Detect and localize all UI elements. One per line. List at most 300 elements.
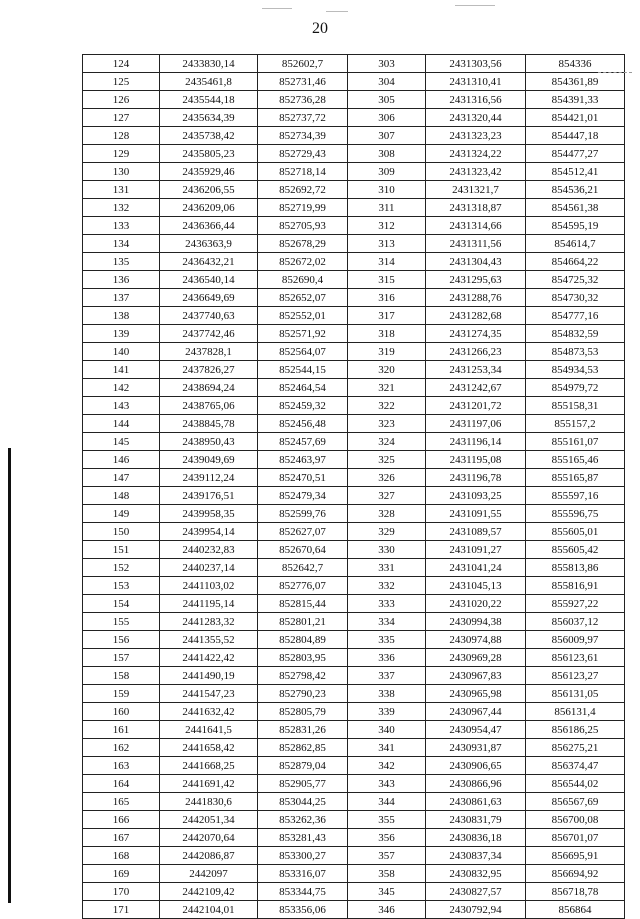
table-row — [83, 253, 625, 271]
table-cell-y-right: 855596,75 — [526, 505, 625, 523]
table-row — [83, 775, 625, 793]
table-cell-point-right: 309 — [348, 163, 426, 181]
table-row — [83, 505, 625, 523]
table-cell-x-right: 2430827,57 — [426, 883, 526, 901]
table-cell-y-right: 856123,61 — [526, 649, 625, 667]
table-cell-x-right: 2431045,13 — [426, 577, 526, 595]
table-cell-x-right: 2431316,56 — [426, 91, 526, 109]
table-cell-x-left: 2440232,83 — [160, 541, 258, 559]
table-cell-y-left: 852905,77 — [258, 775, 348, 793]
table-cell-x-right: 2431311,56 — [426, 235, 526, 253]
table-cell-y-right: 854336 — [526, 55, 625, 73]
table-cell-y-right: 854934,53 — [526, 361, 625, 379]
table-cell-point-left: 124 — [83, 55, 160, 73]
table-cell-point-left: 163 — [83, 757, 160, 775]
table-cell-y-left: 852463,97 — [258, 451, 348, 469]
table-cell-y-right: 854361,89 — [526, 73, 625, 91]
table-cell-y-left: 852678,29 — [258, 235, 348, 253]
table-cell-x-right: 2430836,18 — [426, 829, 526, 847]
table-cell-y-left: 852879,04 — [258, 757, 348, 775]
table-cell-y-right: 856718,78 — [526, 883, 625, 901]
table-cell-y-right: 855161,07 — [526, 433, 625, 451]
table-cell-x-right: 2430831,79 — [426, 811, 526, 829]
table-cell-x-left: 2442104,01 — [160, 901, 258, 919]
table-cell-x-left: 2438950,43 — [160, 433, 258, 451]
table-cell-point-left: 148 — [83, 487, 160, 505]
scan-noise — [262, 8, 292, 9]
table-cell-y-left: 853316,07 — [258, 865, 348, 883]
table-cell-point-right: 324 — [348, 433, 426, 451]
table-row — [83, 73, 625, 91]
table-cell-x-left: 2441547,23 — [160, 685, 258, 703]
table-cell-y-left: 853262,36 — [258, 811, 348, 829]
margin-mark — [598, 72, 632, 73]
table-cell-y-left: 853044,25 — [258, 793, 348, 811]
table-cell-y-left: 852736,28 — [258, 91, 348, 109]
table-row — [83, 649, 625, 667]
table-cell-y-right: 855158,31 — [526, 397, 625, 415]
table-cell-point-left: 167 — [83, 829, 160, 847]
table-row — [83, 55, 625, 73]
table-cell-point-left: 145 — [83, 433, 160, 451]
table-cell-x-right: 2430866,96 — [426, 775, 526, 793]
table-cell-y-right: 856700,08 — [526, 811, 625, 829]
table-cell-point-right: 358 — [348, 865, 426, 883]
table-cell-x-left: 2441830,6 — [160, 793, 258, 811]
table-cell-x-left: 2436366,44 — [160, 217, 258, 235]
table-cell-x-right: 2431093,25 — [426, 487, 526, 505]
table-cell-y-right: 854421,01 — [526, 109, 625, 127]
table-cell-point-left: 131 — [83, 181, 160, 199]
table-cell-point-right: 306 — [348, 109, 426, 127]
table-cell-x-right: 2431091,55 — [426, 505, 526, 523]
table-row — [83, 793, 625, 811]
table-cell-y-right: 856701,07 — [526, 829, 625, 847]
table-cell-x-left: 2441490,19 — [160, 667, 258, 685]
table-cell-point-left: 168 — [83, 847, 160, 865]
table-cell-point-right: 307 — [348, 127, 426, 145]
table-cell-point-right: 340 — [348, 721, 426, 739]
table-cell-x-left: 2438694,24 — [160, 379, 258, 397]
table-cell-y-right: 855927,22 — [526, 595, 625, 613]
table-cell-point-right: 315 — [348, 271, 426, 289]
table-cell-y-left: 852672,02 — [258, 253, 348, 271]
table-cell-point-left: 161 — [83, 721, 160, 739]
table-row — [83, 811, 625, 829]
table-row — [83, 829, 625, 847]
table-cell-x-right: 2431295,63 — [426, 271, 526, 289]
table-cell-y-right: 854730,32 — [526, 289, 625, 307]
table-cell-x-right: 2431288,76 — [426, 289, 526, 307]
table-cell-y-left: 852776,07 — [258, 577, 348, 595]
table-cell-point-left: 151 — [83, 541, 160, 559]
table-row — [83, 379, 625, 397]
table-cell-point-left: 166 — [83, 811, 160, 829]
table-cell-x-left: 2435929,46 — [160, 163, 258, 181]
table-cell-point-right: 318 — [348, 325, 426, 343]
table-cell-y-right: 855813,86 — [526, 559, 625, 577]
table-cell-point-left: 170 — [83, 883, 160, 901]
table-cell-point-right: 341 — [348, 739, 426, 757]
table-cell-x-left: 2439958,35 — [160, 505, 258, 523]
table-cell-x-right: 2430837,34 — [426, 847, 526, 865]
table-cell-point-right: 312 — [348, 217, 426, 235]
table-row — [83, 415, 625, 433]
table-cell-point-left: 139 — [83, 325, 160, 343]
table-cell-x-left: 2439176,51 — [160, 487, 258, 505]
table-cell-x-right: 2431041,24 — [426, 559, 526, 577]
table-cell-y-left: 853344,75 — [258, 883, 348, 901]
table-cell-x-left: 2439049,69 — [160, 451, 258, 469]
table-cell-x-right: 2431274,35 — [426, 325, 526, 343]
table-cell-point-left: 158 — [83, 667, 160, 685]
table-row — [83, 577, 625, 595]
table-cell-y-left: 853356,06 — [258, 901, 348, 919]
table-cell-y-right: 856544,02 — [526, 775, 625, 793]
table-cell-x-left: 2436540,14 — [160, 271, 258, 289]
scan-noise — [326, 11, 348, 12]
table-cell-x-right: 2431196,14 — [426, 433, 526, 451]
table-cell-x-left: 2440237,14 — [160, 559, 258, 577]
page-number: 20 — [312, 20, 328, 37]
table-row — [83, 217, 625, 235]
table-row — [83, 739, 625, 757]
scan-noise — [455, 5, 495, 6]
table-cell-y-right: 855605,42 — [526, 541, 625, 559]
table-cell-y-right: 856186,25 — [526, 721, 625, 739]
table-cell-x-left: 2437826,27 — [160, 361, 258, 379]
table-cell-x-left: 2436206,55 — [160, 181, 258, 199]
table-cell-x-right: 2431314,66 — [426, 217, 526, 235]
table-cell-y-left: 853300,27 — [258, 847, 348, 865]
table-cell-point-right: 357 — [348, 847, 426, 865]
table-cell-point-left: 141 — [83, 361, 160, 379]
table-cell-x-left: 2441641,5 — [160, 721, 258, 739]
table-cell-x-left: 2441355,52 — [160, 631, 258, 649]
table-row — [83, 343, 625, 361]
table-cell-point-right: 344 — [348, 793, 426, 811]
table-cell-y-left: 852831,26 — [258, 721, 348, 739]
table-cell-point-left: 156 — [83, 631, 160, 649]
table-cell-x-right: 2430994,38 — [426, 613, 526, 631]
table-cell-point-left: 153 — [83, 577, 160, 595]
table-cell-point-left: 126 — [83, 91, 160, 109]
table-cell-x-left: 2435544,18 — [160, 91, 258, 109]
table-cell-y-left: 852470,51 — [258, 469, 348, 487]
table-cell-x-right: 2431201,72 — [426, 397, 526, 415]
table-cell-y-right: 854614,7 — [526, 235, 625, 253]
table-cell-x-right: 2431321,7 — [426, 181, 526, 199]
table-cell-x-right: 2430931,87 — [426, 739, 526, 757]
table-cell-point-right: 331 — [348, 559, 426, 577]
table-cell-point-right: 310 — [348, 181, 426, 199]
table-cell-point-left: 152 — [83, 559, 160, 577]
table-cell-x-left: 2439954,14 — [160, 523, 258, 541]
table-cell-y-right: 856567,69 — [526, 793, 625, 811]
table-cell-y-right: 854447,18 — [526, 127, 625, 145]
table-cell-x-left: 2441283,32 — [160, 613, 258, 631]
table-cell-point-left: 129 — [83, 145, 160, 163]
table-row — [83, 127, 625, 145]
table-cell-x-right: 2431323,23 — [426, 127, 526, 145]
table-cell-y-left: 852652,07 — [258, 289, 348, 307]
table-cell-point-left: 147 — [83, 469, 160, 487]
table-cell-x-left: 2433830,14 — [160, 55, 258, 73]
table-cell-x-left: 2442070,64 — [160, 829, 258, 847]
table-cell-point-right: 336 — [348, 649, 426, 667]
table-cell-y-right: 856864 — [526, 901, 625, 919]
table-cell-y-right: 854832,59 — [526, 325, 625, 343]
table-cell-point-right: 332 — [348, 577, 426, 595]
table-cell-point-right: 325 — [348, 451, 426, 469]
table-cell-y-right: 854777,16 — [526, 307, 625, 325]
table-cell-point-right: 345 — [348, 883, 426, 901]
table-cell-x-right: 2431196,78 — [426, 469, 526, 487]
table-cell-x-right: 2431089,57 — [426, 523, 526, 541]
table-cell-point-right: 346 — [348, 901, 426, 919]
table-cell-y-left: 852692,72 — [258, 181, 348, 199]
table-cell-y-right: 854725,32 — [526, 271, 625, 289]
table-cell-point-right: 328 — [348, 505, 426, 523]
table-cell-y-left: 852798,42 — [258, 667, 348, 685]
table-cell-y-right: 856694,92 — [526, 865, 625, 883]
table-cell-x-left: 2441103,02 — [160, 577, 258, 595]
table-cell-x-right: 2430969,28 — [426, 649, 526, 667]
table-cell-y-right: 854979,72 — [526, 379, 625, 397]
table-cell-x-left: 2441422,42 — [160, 649, 258, 667]
table-cell-point-right: 329 — [348, 523, 426, 541]
table-cell-y-right: 855157,2 — [526, 415, 625, 433]
table-cell-x-left: 2438845,78 — [160, 415, 258, 433]
table-cell-x-right: 2431266,23 — [426, 343, 526, 361]
table-cell-y-left: 852456,48 — [258, 415, 348, 433]
table-cell-point-left: 149 — [83, 505, 160, 523]
table-row — [83, 631, 625, 649]
table-cell-x-left: 2435461,8 — [160, 73, 258, 91]
table-cell-y-right: 856131,4 — [526, 703, 625, 721]
table-cell-y-right: 856275,21 — [526, 739, 625, 757]
table-cell-x-left: 2439112,24 — [160, 469, 258, 487]
table-cell-x-right: 2430965,98 — [426, 685, 526, 703]
table-cell-point-left: 133 — [83, 217, 160, 235]
table-cell-point-left: 125 — [83, 73, 160, 91]
table-cell-point-right: 317 — [348, 307, 426, 325]
table-cell-x-right: 2430861,63 — [426, 793, 526, 811]
table-cell-point-left: 142 — [83, 379, 160, 397]
table-cell-x-right: 2431310,41 — [426, 73, 526, 91]
table-cell-x-left: 2436363,9 — [160, 235, 258, 253]
table-cell-point-left: 136 — [83, 271, 160, 289]
table-cell-point-left: 137 — [83, 289, 160, 307]
table-cell-y-left: 852571,92 — [258, 325, 348, 343]
table-cell-point-left: 164 — [83, 775, 160, 793]
table-cell-point-right: 319 — [348, 343, 426, 361]
table-cell-point-right: 320 — [348, 361, 426, 379]
table-cell-y-right: 854561,38 — [526, 199, 625, 217]
table-cell-y-right: 855165,46 — [526, 451, 625, 469]
table-cell-y-left: 852544,15 — [258, 361, 348, 379]
table-row — [83, 865, 625, 883]
table-cell-x-right: 2431282,68 — [426, 307, 526, 325]
table-cell-point-right: 322 — [348, 397, 426, 415]
table-cell-y-right: 856695,91 — [526, 847, 625, 865]
table-cell-y-left: 852803,95 — [258, 649, 348, 667]
table-cell-y-right: 854391,33 — [526, 91, 625, 109]
table-cell-x-left: 2437740,63 — [160, 307, 258, 325]
table-row — [83, 487, 625, 505]
table-cell-y-left: 852627,07 — [258, 523, 348, 541]
table-cell-x-left: 2437742,46 — [160, 325, 258, 343]
table-cell-x-right: 2431091,27 — [426, 541, 526, 559]
table-cell-x-right: 2431195,08 — [426, 451, 526, 469]
table-cell-y-left: 852479,34 — [258, 487, 348, 505]
table-cell-x-right: 2431304,43 — [426, 253, 526, 271]
table-cell-point-left: 165 — [83, 793, 160, 811]
table-cell-y-left: 852862,85 — [258, 739, 348, 757]
table-cell-x-left: 2442086,87 — [160, 847, 258, 865]
table-cell-x-left: 2436649,69 — [160, 289, 258, 307]
table-cell-point-left: 160 — [83, 703, 160, 721]
table-cell-y-right: 854536,21 — [526, 181, 625, 199]
table-row — [83, 523, 625, 541]
table-cell-y-right: 856131,05 — [526, 685, 625, 703]
table-cell-point-left: 162 — [83, 739, 160, 757]
table-cell-point-right: 355 — [348, 811, 426, 829]
table-row — [83, 757, 625, 775]
table-cell-x-left: 2436432,21 — [160, 253, 258, 271]
table-row — [83, 613, 625, 631]
table-cell-point-left: 154 — [83, 595, 160, 613]
table-row — [83, 235, 625, 253]
table-row — [83, 541, 625, 559]
table-cell-x-right: 2431323,42 — [426, 163, 526, 181]
table-cell-y-right: 855605,01 — [526, 523, 625, 541]
table-cell-y-left: 852718,14 — [258, 163, 348, 181]
table-cell-x-left: 2441668,25 — [160, 757, 258, 775]
table-row — [83, 163, 625, 181]
table-cell-point-left: 150 — [83, 523, 160, 541]
coordinates-table — [82, 54, 625, 919]
table-cell-y-right: 855165,87 — [526, 469, 625, 487]
table-cell-point-right: 303 — [348, 55, 426, 73]
table-cell-x-right: 2430967,44 — [426, 703, 526, 721]
table-row — [83, 199, 625, 217]
table-cell-point-left: 138 — [83, 307, 160, 325]
table-cell-y-left: 852690,4 — [258, 271, 348, 289]
table-row — [83, 181, 625, 199]
table-row — [83, 325, 625, 343]
table-cell-point-left: 171 — [83, 901, 160, 919]
table-cell-point-left: 127 — [83, 109, 160, 127]
table-cell-point-right: 311 — [348, 199, 426, 217]
table-cell-y-left: 852731,46 — [258, 73, 348, 91]
table-cell-point-right: 343 — [348, 775, 426, 793]
table-cell-x-right: 2430906,65 — [426, 757, 526, 775]
table-cell-point-right: 316 — [348, 289, 426, 307]
table-cell-y-right: 854477,27 — [526, 145, 625, 163]
table-cell-y-left: 852719,99 — [258, 199, 348, 217]
table-cell-point-left: 144 — [83, 415, 160, 433]
table-cell-y-left: 852602,7 — [258, 55, 348, 73]
table-cell-x-left: 2437828,1 — [160, 343, 258, 361]
table-row — [83, 397, 625, 415]
table-cell-point-right: 305 — [348, 91, 426, 109]
table-cell-y-right: 854873,53 — [526, 343, 625, 361]
table-cell-x-right: 2430954,47 — [426, 721, 526, 739]
table-cell-y-right: 856037,12 — [526, 613, 625, 631]
table-cell-point-right: 321 — [348, 379, 426, 397]
table-cell-x-left: 2435738,42 — [160, 127, 258, 145]
table-cell-x-left: 2441195,14 — [160, 595, 258, 613]
table-cell-y-left: 852805,79 — [258, 703, 348, 721]
table-cell-x-left: 2441658,42 — [160, 739, 258, 757]
table-row — [83, 847, 625, 865]
table-row — [83, 901, 625, 919]
table-cell-x-left: 2442051,34 — [160, 811, 258, 829]
table-cell-x-left: 2441632,42 — [160, 703, 258, 721]
table-cell-y-left: 852737,72 — [258, 109, 348, 127]
table-cell-point-left: 134 — [83, 235, 160, 253]
table-cell-point-right: 338 — [348, 685, 426, 703]
table-cell-y-right: 856123,27 — [526, 667, 625, 685]
table-cell-point-left: 146 — [83, 451, 160, 469]
table-cell-y-right: 856374,47 — [526, 757, 625, 775]
table-cell-y-left: 852642,7 — [258, 559, 348, 577]
table-cell-point-left: 135 — [83, 253, 160, 271]
table-cell-x-right: 2431020,22 — [426, 595, 526, 613]
table-cell-point-left: 169 — [83, 865, 160, 883]
table-cell-y-left: 852804,89 — [258, 631, 348, 649]
table-cell-point-left: 143 — [83, 397, 160, 415]
table-cell-x-right: 2431324,22 — [426, 145, 526, 163]
table-cell-x-right: 2430974,88 — [426, 631, 526, 649]
table-cell-y-right: 854595,19 — [526, 217, 625, 235]
scan-edge-bar — [8, 448, 11, 903]
table-row — [83, 109, 625, 127]
table-cell-y-left: 852564,07 — [258, 343, 348, 361]
table-cell-point-left: 130 — [83, 163, 160, 181]
table-row — [83, 289, 625, 307]
table-cell-x-left: 2441691,42 — [160, 775, 258, 793]
table-row — [83, 595, 625, 613]
table-cell-y-left: 852729,43 — [258, 145, 348, 163]
table-cell-y-left: 852734,39 — [258, 127, 348, 145]
table-cell-point-right: 327 — [348, 487, 426, 505]
table-cell-x-left: 2435634,39 — [160, 109, 258, 127]
table-cell-y-right: 854664,22 — [526, 253, 625, 271]
table-cell-point-left: 132 — [83, 199, 160, 217]
table-cell-y-left: 852457,69 — [258, 433, 348, 451]
table-cell-y-left: 852815,44 — [258, 595, 348, 613]
table-cell-y-right: 855816,91 — [526, 577, 625, 595]
table-cell-x-left: 2436209,06 — [160, 199, 258, 217]
table-cell-x-right: 2431253,34 — [426, 361, 526, 379]
table-cell-point-left: 157 — [83, 649, 160, 667]
table-cell-point-right: 330 — [348, 541, 426, 559]
table-cell-y-left: 852790,23 — [258, 685, 348, 703]
table-cell-x-right: 2430967,83 — [426, 667, 526, 685]
table-cell-point-right: 335 — [348, 631, 426, 649]
table-cell-point-right: 339 — [348, 703, 426, 721]
table-cell-point-right: 356 — [348, 829, 426, 847]
table-cell-y-left: 853281,43 — [258, 829, 348, 847]
table-row — [83, 145, 625, 163]
table-row — [83, 469, 625, 487]
table-cell-x-right: 2431303,56 — [426, 55, 526, 73]
table-row — [83, 307, 625, 325]
table-cell-point-right: 313 — [348, 235, 426, 253]
table-cell-y-left: 852599,76 — [258, 505, 348, 523]
